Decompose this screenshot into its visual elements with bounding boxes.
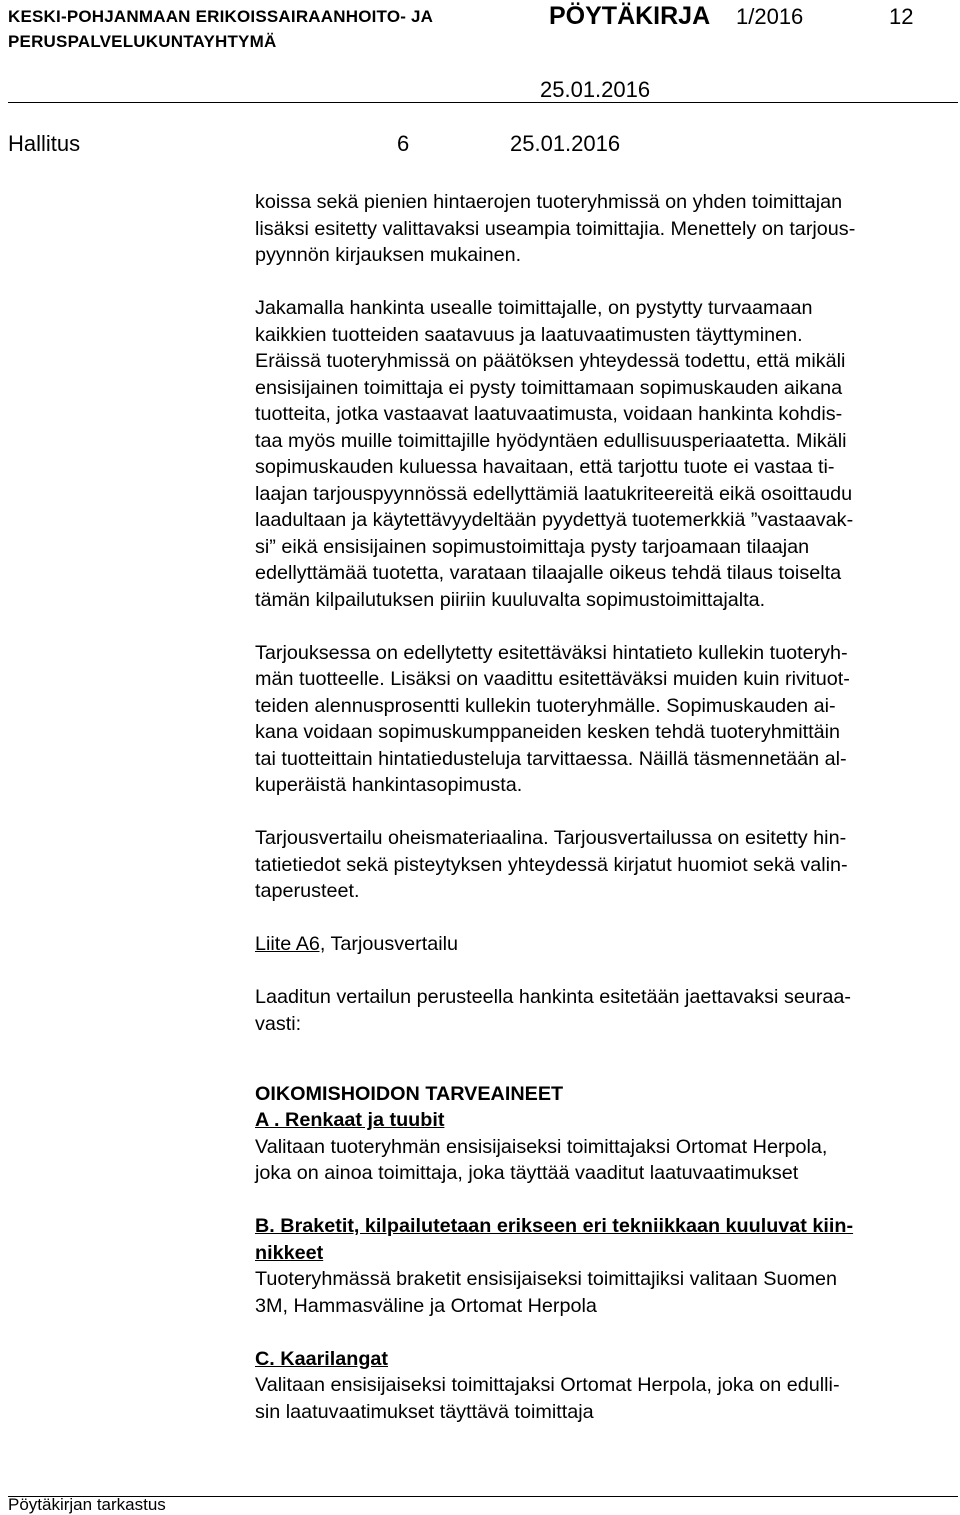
text-line: lisäksi esitetty valittavaksi useampia toimittajia. Menettely on tarjous- bbox=[255, 217, 856, 240]
text-line: si” eikä ensisijainen sopimustoimittaja pysty tarjoamaan tilaajan bbox=[255, 535, 810, 558]
text-line: 3M, Hammasväline ja Ortomat Herpola bbox=[255, 1294, 597, 1317]
text-line: taa myös muille toimittajille hyödyntäen edullisuusperiaatetta. Mikäli bbox=[255, 429, 847, 452]
text-line: koissa sekä pienien hintaerojen tuoteryhmissä on yhden toimittajan bbox=[255, 191, 843, 213]
text-line: laajan tarjouspyynnössä edellyttämiä laatukriteereitä eikä osoittaudu bbox=[255, 482, 853, 505]
organization-name bbox=[8, 4, 433, 54]
attachment-link[interactable]: Liite A6, bbox=[255, 933, 326, 955]
text-line: tatietiedot sekä pisteytyksen yhteydessä kirjatut huomiot sekä valin- bbox=[255, 853, 848, 876]
text-line: pyynnön kirjauksen mukainen. bbox=[255, 244, 522, 266]
section-b-heading: B. Braketit, kilpailutetaan erikseen eri tekniikkaan kuuluvat kiin- bbox=[255, 1215, 854, 1237]
text-line: ensisijainen toimittaja ei pysty toimittamaan sopimuskauden aikana bbox=[255, 376, 843, 399]
text-line: Tarjouksessa on edellytetty esitettäväksi hintatieto kullekin tuoteryh- bbox=[255, 641, 848, 664]
text-line: laadultaan ja käytettävyydeltään pyydettyä tuotemerkkiä ”vastaavak- bbox=[255, 509, 854, 531]
text-line: sin laatuvaatimukset täyttävä toimittaja bbox=[255, 1400, 594, 1423]
text-line: tuotteita, jotka vastaavat laatuvaatimusta, voidaan hankinta kohdis- bbox=[255, 403, 843, 425]
text-line: kana voidaan sopimuskumppaneiden kesken tehdä tuoteryhmittäin bbox=[255, 721, 841, 743]
section-a-heading: A . Renkaat ja tuubit bbox=[255, 1109, 445, 1131]
text-line: män tuotteelle. Lisäksi on vaadittu esitettäväksi muiden kuin rivituot- bbox=[255, 668, 850, 690]
text-line: sopimuskauden kuluessa havaitaan, että tarjottu tuote ei vastaa ti- bbox=[255, 456, 835, 478]
text-line: Tuoteryhmässä braketit ensisijaiseksi toimittajiksi valitaan Suomen bbox=[255, 1268, 837, 1290]
text-line: kaikkien tuotteiden saatavuus ja laatuvaatimusten täyttyminen. bbox=[255, 323, 803, 346]
category-heading: OIKOMISHOIDON TARVEAINEET bbox=[255, 1082, 564, 1105]
text-line: Valitaan tuoteryhmän ensisijaiseksi toimittajaksi Ortomat Herpola, bbox=[255, 1135, 828, 1158]
document-type: PÖYTÄKIRJA bbox=[549, 2, 711, 30]
paragraph-pricing bbox=[255, 640, 955, 799]
spacer bbox=[255, 269, 955, 296]
paragraph-comparison bbox=[255, 825, 955, 905]
organization-name-line-2: PERUSPALVELUKUNTAYHTYMÄ bbox=[8, 32, 277, 51]
paragraph-procurement-method bbox=[255, 189, 955, 269]
spacer bbox=[255, 613, 955, 640]
header-divider bbox=[8, 102, 958, 103]
spacer bbox=[255, 958, 955, 985]
text-line: edellyttämää tuotetta, varataan tilaajalle oikeus tehdä tilaus toiselta bbox=[255, 562, 842, 584]
section-c-heading: C. Kaarilangat bbox=[255, 1347, 389, 1370]
text-line: Jakamalla hankinta usealle toimittajalle, on pystytty turvaamaan bbox=[255, 297, 813, 319]
attachment-title: Tarjousvertailu bbox=[325, 933, 459, 955]
text-line: tai tuotteittain hintatiedusteluja tarvittaessa. Näillä täsmennetään al- bbox=[255, 747, 847, 770]
text-line: teiden alennusprosentti kullekin tuoteryhmälle. Sopimuskauden ai- bbox=[255, 694, 836, 717]
text-line: joka on ainoa toimittaja, joka täyttää vaaditut laatuvaatimukset bbox=[255, 1162, 799, 1184]
text-line: Laaditun vertailun perusteella hankinta esitetään jaettavaksi seuraa- bbox=[255, 986, 852, 1008]
page-number: 12 bbox=[889, 4, 914, 29]
text-line: Valitaan ensisijaiseksi toimittajaksi Ortomat Herpola, joka on edulli- bbox=[255, 1374, 840, 1396]
text-line: taperusteet. bbox=[255, 880, 360, 902]
meeting-body: Hallitus bbox=[8, 131, 81, 156]
spacer bbox=[255, 799, 955, 826]
spacer bbox=[255, 1319, 955, 1346]
text-line: tämän kilpailutuksen piiriin kuuluvalta sopimustoimittajalta. bbox=[255, 588, 766, 611]
text-line: Eräissä tuoteryhmissä on päätöksen yhteydessä todettu, että mikäli bbox=[255, 350, 846, 372]
minutes-body bbox=[255, 189, 955, 1425]
spacer bbox=[255, 1187, 955, 1214]
organization-name-line-1: KESKI-POHJANMAAN ERIKOISSAIRAANHOITO- JA bbox=[8, 7, 434, 26]
footer-review-label: Pöytäkirjan tarkastus bbox=[8, 1495, 166, 1514]
spacer bbox=[255, 1064, 955, 1081]
text-line: vasti: bbox=[255, 1012, 302, 1035]
attachment-reference bbox=[255, 931, 955, 958]
spacer bbox=[255, 905, 955, 932]
text-line: Tarjousvertailu oheismateriaalina. Tarjousvertailussa on esitetty hin- bbox=[255, 827, 847, 849]
meeting-date: 25.01.2016 bbox=[510, 131, 621, 156]
text-line: kuperäistä hankintasopimusta. bbox=[255, 774, 523, 796]
paragraph-supplier-split bbox=[255, 295, 955, 613]
issue-number: 1/2016 bbox=[736, 4, 804, 29]
section-number: 6 bbox=[397, 131, 410, 156]
header-date: 25.01.2016 bbox=[540, 77, 651, 102]
spacer bbox=[255, 1037, 955, 1064]
section-b-heading-continued: nikkeet bbox=[255, 1241, 324, 1264]
paragraph-proposal bbox=[255, 984, 955, 1037]
